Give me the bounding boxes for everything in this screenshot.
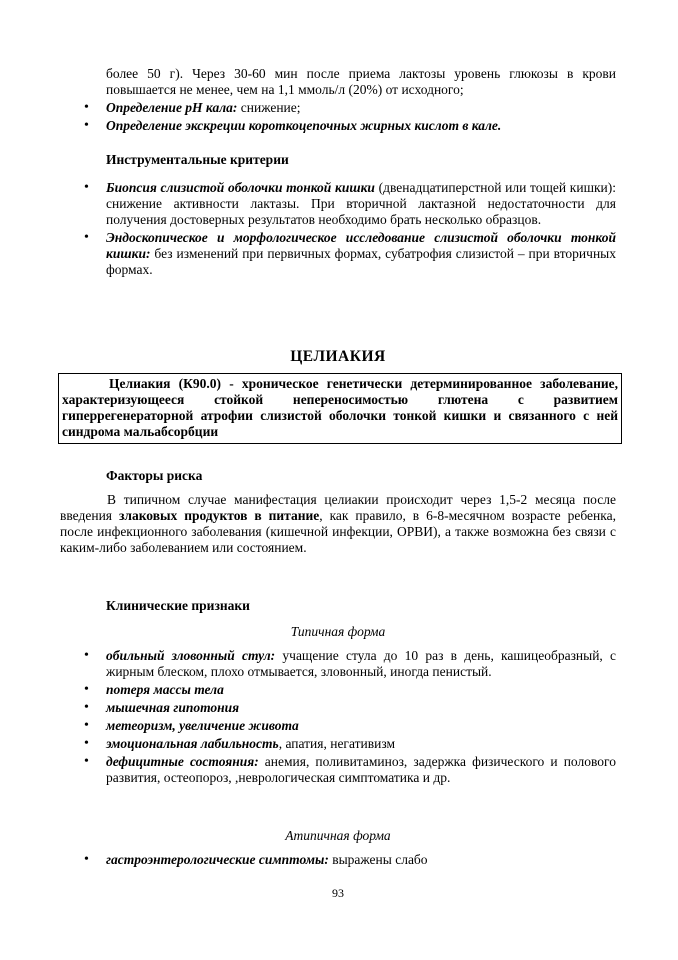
atypical-form-label: Атипичная форма <box>285 828 391 843</box>
instrumental-criteria-heading: Инструментальные критерии <box>106 152 289 167</box>
continuation-paragraph: более 50 г). Через 30-60 мин после приема лактозы уровень глюкозы в крови повышается не менее, чем на 1,1 ммоль/л (20%) от исходного; <box>106 66 616 97</box>
typical-form-label: Типичная форма <box>290 624 386 639</box>
bullet-text: (двенадцатиперстной или тощей кишки): снижение активности лактазы. При вторичной лактазной недостаточности для получения достоверных результатов необходимо брать несколько образцов. <box>106 180 616 227</box>
bullet-term: мышечная гипотония <box>106 700 240 715</box>
bullet-term: потеря массы тела <box>106 682 224 697</box>
bullet-term: Определение экскреции короткоцепочных жирных кислот в кале. <box>106 118 502 133</box>
list-item <box>60 230 616 278</box>
bullet-term: Эндоскопическое и морфологическое исследование слизистой оболочки тонкой кишки: <box>106 230 616 261</box>
bullet-text: снижение; <box>237 100 301 115</box>
bullet-text: без изменений при первичных формах, субатрофия слизистой – при вторичных формах. <box>106 246 616 277</box>
list-item <box>60 648 616 680</box>
bullet-term: метеоризм, увеличение живота <box>106 718 299 733</box>
risk-text-part1: В типичном случае манифестация целиакии происходит через 1,5-2 месяца после введения <box>60 492 616 523</box>
section-title: ЦЕЛИАКИЯ <box>290 348 386 365</box>
list-item <box>60 180 616 228</box>
list-item <box>60 700 616 716</box>
list-item <box>60 736 616 752</box>
bullet-term: гастроэнтерологические симптомы: <box>106 852 329 867</box>
bullet-term: Биопсия слизистой оболочки тонкой кишки <box>106 180 375 195</box>
bullet-term: обильный зловонный стул: <box>106 648 276 663</box>
bullet-term: дефицитные состояния: <box>106 754 259 769</box>
risk-factors-paragraph <box>60 492 616 556</box>
typical-bullet-list <box>60 648 616 786</box>
clinical-signs-heading: Клинические признаки <box>106 598 250 613</box>
bullet-term: эмоциональная лабильность <box>106 736 279 751</box>
page-number: 93 <box>332 886 344 900</box>
bullet-term: Определение рН кала: <box>106 100 238 115</box>
list-item <box>60 100 616 116</box>
atypical-bullet-list <box>60 852 616 868</box>
list-item <box>60 718 616 734</box>
bullet-text: анемия, поливитаминоз, задержка физического и полового развития, остеопороз, ,неврологическая симптоматика и др. <box>106 754 616 785</box>
list-item <box>60 682 616 698</box>
bullet-text: , апатия, негативизм <box>278 736 396 751</box>
top-bullet-list <box>60 100 616 134</box>
risk-text-bold: злаковых продуктов в питание <box>118 508 320 523</box>
risk-text-part2: , как правило, в 6-8-месячном возрасте ребенка, после инфекционного заболевания (кишечной инфекции, ОРВИ), а также возможна без связи с каким-либо заболеванием или состоянием. <box>60 508 616 555</box>
list-item <box>60 852 616 868</box>
list-item <box>60 754 616 786</box>
instrumental-bullet-list <box>60 180 616 278</box>
bullet-text: учащение стула до 10 раз в день, кашицеобразный, с жирным блеском, плохо отмывается, зловонный, иногда пенистый. <box>106 648 617 679</box>
bullet-text: выражены слабо <box>328 852 428 867</box>
definition-box: Целиакия (К90.0) - хроническое генетически детерминированное заболевание, характеризующееся стойкой непереносимостью глютена с развитием гиперрегенераторной атрофии слизистой оболочки тонкой кишки и связанного с ней синдрома мальабсорбции <box>58 373 622 444</box>
risk-factors-heading: Факторы риска <box>106 468 203 483</box>
list-item <box>60 118 616 134</box>
